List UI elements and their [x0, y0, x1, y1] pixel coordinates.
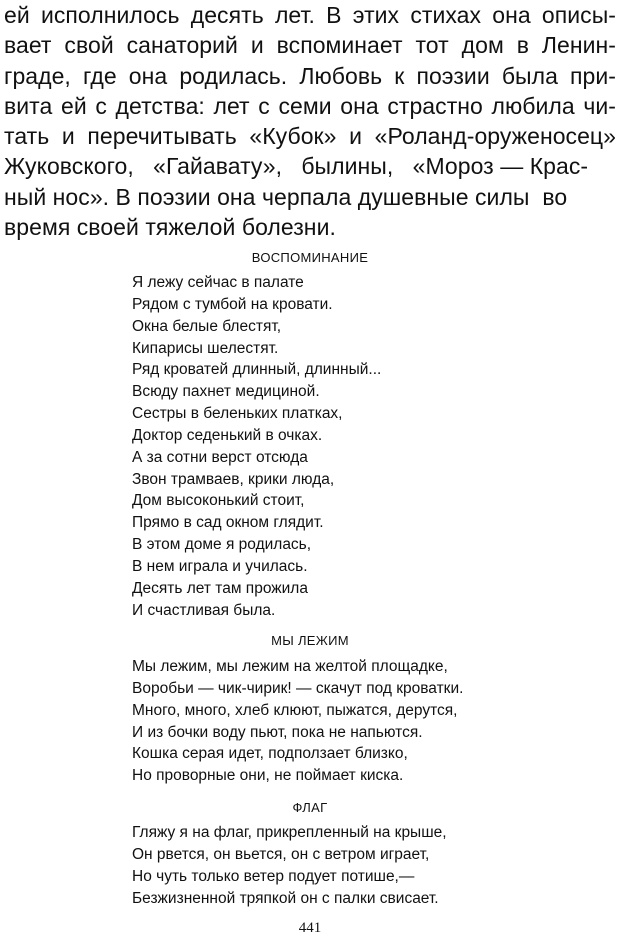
- poem-line: Но чуть только ветер подует потише,—: [132, 867, 415, 885]
- poem-line: Мы лежим, мы лежим на желтой площадке,: [132, 658, 448, 675]
- poem-line: Звон трамваев, крики люда,: [132, 470, 335, 488]
- prose-line: ей исполнилось десять лет. В этих стихах она описы-: [4, 2, 616, 28]
- prose-line: вита ей с детства: лет с семи она страстно любила чи-: [4, 92, 616, 119]
- prose-line: граде, где она родилась. Любовь к поэзии была при-: [4, 62, 616, 89]
- poem-stanza-flag: [132, 822, 447, 909]
- poem-line: Прямо в сад окном глядит.: [132, 514, 324, 532]
- poem-title-my-lezhim: МЫ ЛЕЖИМ: [271, 633, 349, 648]
- page-number: 441: [298, 920, 322, 936]
- poem-line: Много, много, хлеб клюют, пыжатся, дерутся,: [132, 701, 458, 719]
- poem-line: Кошка серая идет, подползает близко,: [132, 745, 408, 763]
- poem-line: Ряд кроватей длинный, длинный...: [132, 361, 382, 379]
- poem-line: Воробьи — чик-чирик! — скачут под кроватки.: [132, 679, 464, 697]
- poem-line: Гляжу я на флаг, прикрепленный на крыше,: [132, 824, 447, 841]
- prose-line: Жуковского, «Гайавату», былины, «Мороз — Крас-: [4, 153, 589, 180]
- poem-line: Дом высоконький стоит,: [132, 492, 305, 510]
- poem-line: Доктор седенький в очках.: [132, 426, 323, 444]
- poem-title-flag: ФЛАГ: [292, 800, 328, 815]
- poem-stanza-vospominanie: [132, 272, 381, 622]
- poem-line: Десять лет там прожила: [132, 579, 308, 597]
- poem-line: Окна белые блестят,: [132, 317, 282, 335]
- prose-line: вает свой санаторий и вспоминает тот дом в Ленин-: [4, 32, 616, 59]
- poem-line: И из бочки воду пьют, пока не напьются.: [132, 723, 423, 741]
- prose-line: тать и перечитывать «Кубок» и «Роланд-оруженосец»: [4, 123, 616, 150]
- poem-line: Рядом с тумбой на кровати.: [132, 295, 333, 313]
- poem-line: Но проворные они, не поймает киска.: [132, 767, 404, 785]
- poem-line: А за сотни верст отсюда: [132, 448, 308, 466]
- prose-line: время своей тяжелой болезни.: [4, 214, 336, 241]
- poem-line: Всюду пахнет медициной.: [132, 383, 320, 401]
- prose-line: ный нос». В поэзии она черпала душевные силы во: [4, 183, 568, 210]
- poem-line: Сестры в беленьких платках,: [132, 405, 343, 423]
- poem-line: Я лежу сейчас в палате: [132, 274, 304, 291]
- poem-line: И счастливая была.: [132, 601, 276, 619]
- poem-line: В этом доме я родилась,: [132, 536, 312, 554]
- poem-line: Безжизненной тряпкой он с палки свисает.: [132, 889, 439, 907]
- poem-line: Кипарисы шелестят.: [132, 339, 279, 357]
- poem-stanza-my-lezhim: [132, 656, 463, 787]
- poem-line: В нем играла и училась.: [132, 557, 308, 575]
- poem-title-vospominanie: ВОСПОМИНАНИЕ: [251, 250, 369, 265]
- poem-line: Он рвется, он вьется, он с ветром играет,: [132, 845, 430, 863]
- prose-paragraph: [4, 0, 616, 242]
